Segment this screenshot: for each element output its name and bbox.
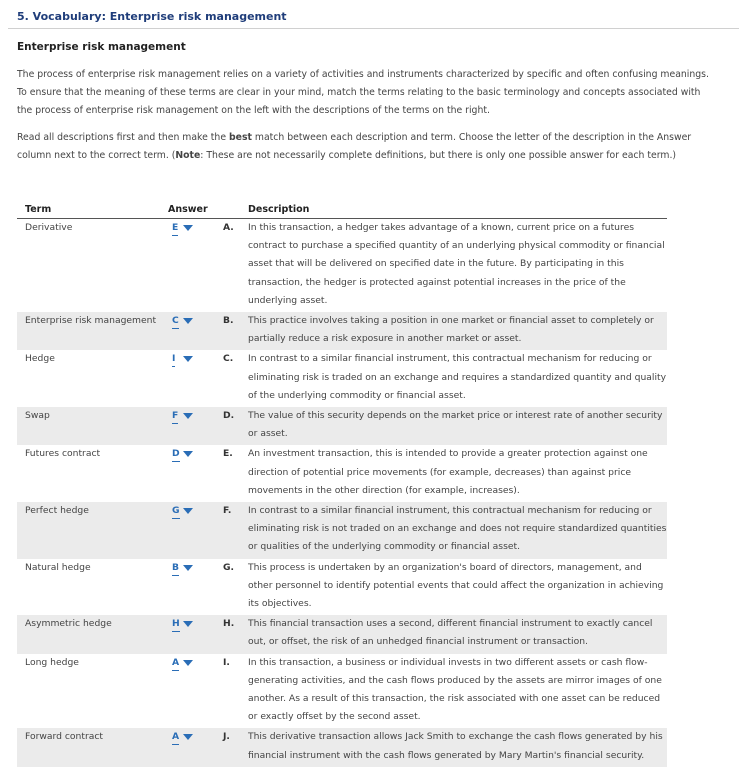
- table-row: [17, 502, 667, 559]
- table-body: [17, 219, 667, 767]
- description-letter: D.: [223, 410, 235, 422]
- answer-dropdown[interactable]: [172, 615, 202, 633]
- answer-dropdown[interactable]: [172, 502, 202, 520]
- answer-selected-value[interactable]: A: [172, 728, 179, 745]
- chevron-down-icon[interactable]: [183, 451, 193, 457]
- section-title: Enterprise risk management: [17, 41, 186, 53]
- description-text: In contrast to a similar financial instrument, this contractual mechanism for reducing or eliminating risk is not traded on an exchange and does not require standardized quantities or qualities of the underlying commodity or financial asset.: [248, 505, 667, 553]
- answer-selected-value[interactable]: F: [172, 407, 178, 424]
- answer-dropdown[interactable]: [172, 445, 202, 463]
- chevron-down-icon[interactable]: [183, 621, 193, 627]
- chevron-down-icon[interactable]: [183, 318, 193, 324]
- table-row: [17, 559, 667, 616]
- note-label: Note: [175, 150, 201, 161]
- instructions-text-c: : These are not necessarily complete definitions, but there is only one possible answer for each term.): [200, 150, 677, 161]
- table-row: [17, 728, 667, 766]
- chevron-down-icon[interactable]: [183, 225, 193, 231]
- description-text: In contrast to a similar financial instrument, this contractual mechanism for reducing or eliminating risk is traded on an exchange and requires a standardized quantity and quality of the underlying commodity or financial asset.: [248, 353, 667, 401]
- term-label: Swap: [25, 410, 50, 422]
- term-label: Perfect hedge: [25, 505, 89, 517]
- answer-selected-value[interactable]: C: [172, 312, 179, 329]
- table-row: [17, 615, 667, 653]
- description-letter: A.: [223, 222, 234, 233]
- chevron-down-icon[interactable]: [183, 734, 193, 740]
- answer-selected-value[interactable]: D: [172, 445, 180, 462]
- description-text: This financial transaction uses a second, different financial instrument to exactly cancel out, or offset, the risk of an unhedged financial instrument or transaction.: [248, 618, 653, 648]
- instructions-text-b: match between each description and term. Choose the letter of the description in the Answer column next to the correct term. (: [17, 132, 692, 161]
- answer-selected-value[interactable]: G: [172, 502, 180, 519]
- instructions-text-a: Read all descriptions first and then make the: [17, 132, 229, 143]
- term-label: Derivative: [25, 222, 73, 233]
- answer-selected-value[interactable]: E: [172, 219, 178, 236]
- table-row: [17, 312, 667, 350]
- description-letter: J.: [223, 731, 230, 743]
- chevron-down-icon[interactable]: [183, 413, 193, 419]
- description-column-header: Description: [248, 204, 310, 215]
- answer-dropdown[interactable]: [172, 654, 202, 672]
- description-text: An investment transaction, this is intended to provide a greater protection against one direction of potential price movements (for example, decreases) than against price movements in the other direction (for example, increases).: [248, 448, 648, 496]
- description-letter: C.: [223, 353, 234, 365]
- answer-dropdown[interactable]: [172, 350, 202, 368]
- description-letter: H.: [223, 618, 235, 630]
- answer-selected-value[interactable]: A: [172, 654, 179, 671]
- table-row: [17, 445, 667, 502]
- table-row: [17, 407, 667, 445]
- instructions-bold: best: [229, 132, 252, 143]
- description-letter: B.: [223, 315, 234, 327]
- term-label: Long hedge: [25, 656, 79, 668]
- term-column-header: Term: [25, 204, 52, 215]
- table-row: [17, 219, 667, 312]
- answer-selected-value[interactable]: I: [172, 350, 175, 367]
- term-label: Forward contract: [25, 731, 104, 743]
- answer-dropdown[interactable]: [172, 312, 202, 330]
- table-row: [17, 654, 667, 729]
- description-letter: F.: [223, 505, 232, 517]
- term-label: Natural hedge: [25, 561, 91, 573]
- answer-dropdown[interactable]: [172, 407, 202, 425]
- term-label: Hedge: [25, 353, 55, 365]
- instructions-paragraph: [17, 129, 717, 165]
- answer-column-header: Answer: [168, 204, 208, 215]
- description-text: This derivative transaction allows Jack Smith to exchange the cash flows generated by his financial instrument with the cash flows generated by Mary Martin's financial security.: [248, 731, 663, 761]
- question-title: 5. Vocabulary: Enterprise risk management: [17, 10, 287, 23]
- term-label: Asymmetric hedge: [25, 618, 112, 630]
- description-text: This practice involves taking a position in one market or financial asset to completely or partially reduce a risk exposure in another market or asset.: [248, 315, 654, 345]
- intro-paragraph: The process of enterprise risk management relies on a variety of activities and instruments characterized by specific and often confusing meanings. To ensure that the meaning of these terms are clear in your mind, match the terms relating to the basic terminology and concepts associated with the process of enterprise risk management on the left with the descriptions of the terms on the right.: [17, 69, 709, 116]
- answer-dropdown[interactable]: [172, 728, 202, 746]
- description-text: In this transaction, a business or individual invests in two different assets or cash flow-generating activities, and the cash flows produced by the assets are mirror images of one another. As a result of this transaction, the risk associated with one asset can be reduced or exactly offset by the second asset.: [248, 656, 662, 723]
- term-label: Futures contract: [25, 448, 101, 460]
- description-letter: G.: [223, 561, 235, 573]
- answer-dropdown[interactable]: [172, 559, 202, 577]
- term-label: Enterprise risk management: [25, 315, 157, 327]
- matching-table: [17, 202, 667, 767]
- description-letter: I.: [223, 656, 230, 668]
- answer-dropdown[interactable]: [172, 219, 202, 237]
- table-row: [17, 350, 667, 407]
- chevron-down-icon[interactable]: [183, 356, 193, 362]
- description-text: In this transaction, a hedger takes advantage of a known, current price on a futures contract to purchase a specified quantity of an underlying physical commodity or financial asset that will be delivered on specified date in the future. By participating in this transaction, the hedger is protected against potential increases in the price of the underlying asset.: [248, 222, 665, 306]
- chevron-down-icon[interactable]: [183, 508, 193, 514]
- description-text: The value of this security depends on the market price or interest rate of another security or asset.: [248, 410, 663, 440]
- table-header: [17, 202, 667, 219]
- answer-selected-value[interactable]: H: [172, 615, 180, 632]
- description-letter: E.: [223, 448, 233, 460]
- chevron-down-icon[interactable]: [183, 660, 193, 666]
- chevron-down-icon[interactable]: [183, 565, 193, 571]
- description-text: This process is undertaken by an organization's board of directors, management, and other personnel to identify potential events that could affect the organization in achieving its objectives.: [248, 561, 664, 610]
- answer-selected-value[interactable]: B: [172, 559, 179, 576]
- title-divider: [8, 28, 739, 29]
